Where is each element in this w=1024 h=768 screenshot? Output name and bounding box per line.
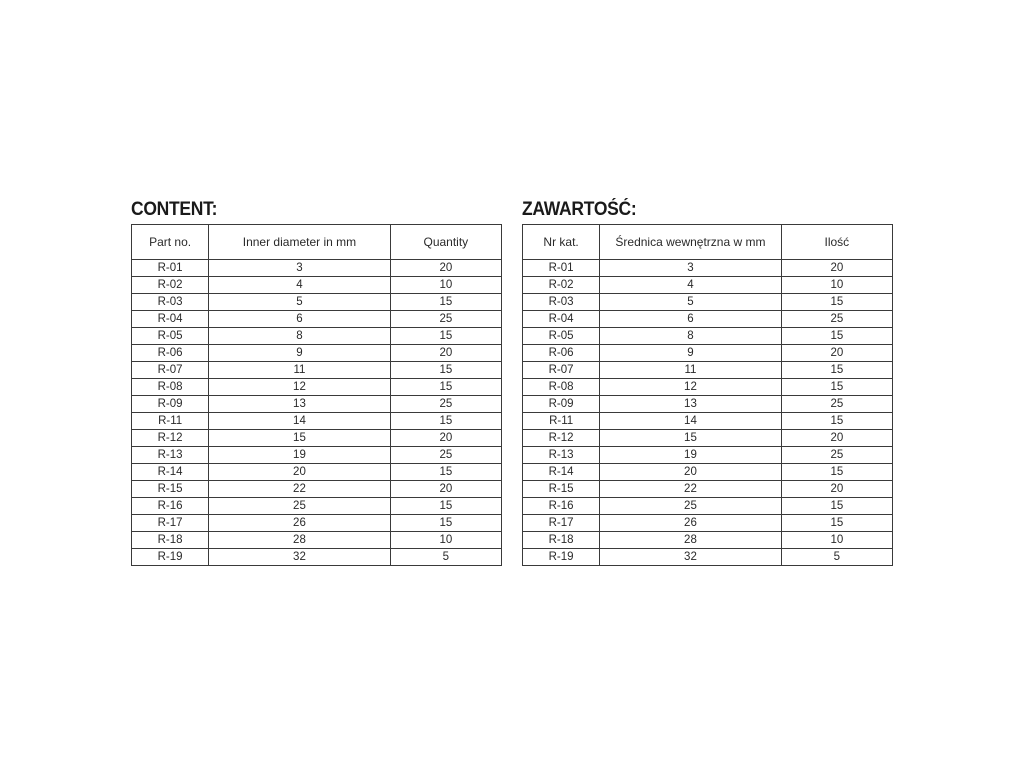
table-row xyxy=(132,430,502,447)
table-row xyxy=(523,328,893,345)
quantity-cell: 15 xyxy=(390,515,501,532)
table-row xyxy=(523,549,893,566)
quantity-cell: 15 xyxy=(390,413,501,430)
part-number-cell: R-05 xyxy=(132,328,209,345)
quantity-cell: 20 xyxy=(390,260,501,277)
inner-diameter-cell: 32 xyxy=(600,549,781,566)
table-row xyxy=(132,311,502,328)
quantity-cell: 25 xyxy=(781,447,892,464)
quantity-cell: 10 xyxy=(781,532,892,549)
inner-diameter-cell: 9 xyxy=(600,345,781,362)
quantity-cell: 20 xyxy=(781,430,892,447)
table-row xyxy=(132,481,502,498)
part-number-cell: R-03 xyxy=(132,294,209,311)
quantity-cell: 20 xyxy=(390,345,501,362)
part-number-cell: R-07 xyxy=(132,362,209,379)
part-number-cell: R-01 xyxy=(523,260,600,277)
quantity-cell: 10 xyxy=(390,532,501,549)
table-row xyxy=(523,532,893,549)
content-table xyxy=(131,224,502,566)
part-number-cell: R-17 xyxy=(132,515,209,532)
quantity-cell: 5 xyxy=(390,549,501,566)
part-number-cell: R-14 xyxy=(523,464,600,481)
inner-diameter-cell: 15 xyxy=(209,430,390,447)
table-row xyxy=(523,430,893,447)
zawartosc-heading: ZAWARTOŚĆ: xyxy=(522,199,637,220)
table-row xyxy=(523,294,893,311)
part-number-cell: R-11 xyxy=(132,413,209,430)
part-number-cell: R-09 xyxy=(523,396,600,413)
inner-diameter-cell: 25 xyxy=(600,498,781,515)
quantity-cell: 25 xyxy=(781,311,892,328)
table-row xyxy=(523,277,893,294)
part-number-cell: R-19 xyxy=(132,549,209,566)
table-header-row xyxy=(523,225,893,260)
quantity-cell: 15 xyxy=(390,379,501,396)
part-number-cell: R-18 xyxy=(523,532,600,549)
column-header-inner-diameter: Inner diameter in mm xyxy=(209,225,390,260)
inner-diameter-cell: 28 xyxy=(600,532,781,549)
table-row xyxy=(523,260,893,277)
inner-diameter-cell: 9 xyxy=(209,345,390,362)
part-number-cell: R-18 xyxy=(132,532,209,549)
table-row xyxy=(523,498,893,515)
table-row xyxy=(132,294,502,311)
inner-diameter-cell: 14 xyxy=(600,413,781,430)
part-number-cell: R-07 xyxy=(523,362,600,379)
table-row xyxy=(132,328,502,345)
quantity-cell: 15 xyxy=(390,464,501,481)
part-number-cell: R-04 xyxy=(132,311,209,328)
inner-diameter-cell: 26 xyxy=(600,515,781,532)
inner-diameter-cell: 22 xyxy=(600,481,781,498)
column-header-srednica: Średnica wewnętrzna w mm xyxy=(600,225,781,260)
part-number-cell: R-04 xyxy=(523,311,600,328)
table-row xyxy=(132,413,502,430)
inner-diameter-cell: 4 xyxy=(600,277,781,294)
inner-diameter-cell: 26 xyxy=(209,515,390,532)
zawartosc-table-body xyxy=(523,260,893,566)
quantity-cell: 10 xyxy=(390,277,501,294)
quantity-cell: 15 xyxy=(781,328,892,345)
quantity-cell: 15 xyxy=(781,464,892,481)
quantity-cell: 15 xyxy=(781,498,892,515)
inner-diameter-cell: 20 xyxy=(209,464,390,481)
table-row xyxy=(132,532,502,549)
part-number-cell: R-08 xyxy=(132,379,209,396)
quantity-cell: 20 xyxy=(390,430,501,447)
inner-diameter-cell: 25 xyxy=(209,498,390,515)
inner-diameter-cell: 12 xyxy=(209,379,390,396)
inner-diameter-cell: 6 xyxy=(600,311,781,328)
table-row xyxy=(132,447,502,464)
part-number-cell: R-16 xyxy=(523,498,600,515)
inner-diameter-cell: 19 xyxy=(209,447,390,464)
table-row xyxy=(132,345,502,362)
table-row xyxy=(523,396,893,413)
inner-diameter-cell: 5 xyxy=(209,294,390,311)
table-header-row xyxy=(132,225,502,260)
content-section-polish xyxy=(522,196,893,566)
column-header-part-no: Part no. xyxy=(132,225,209,260)
table-row xyxy=(132,464,502,481)
inner-diameter-cell: 3 xyxy=(600,260,781,277)
quantity-cell: 25 xyxy=(390,396,501,413)
part-number-cell: R-17 xyxy=(523,515,600,532)
quantity-cell: 25 xyxy=(390,311,501,328)
quantity-cell: 5 xyxy=(781,549,892,566)
inner-diameter-cell: 4 xyxy=(209,277,390,294)
part-number-cell: R-15 xyxy=(132,481,209,498)
inner-diameter-cell: 14 xyxy=(209,413,390,430)
part-number-cell: R-12 xyxy=(132,430,209,447)
part-number-cell: R-06 xyxy=(523,345,600,362)
part-number-cell: R-02 xyxy=(132,277,209,294)
part-number-cell: R-15 xyxy=(523,481,600,498)
table-row xyxy=(523,311,893,328)
inner-diameter-cell: 6 xyxy=(209,311,390,328)
table-row xyxy=(132,549,502,566)
part-number-cell: R-06 xyxy=(132,345,209,362)
inner-diameter-cell: 13 xyxy=(600,396,781,413)
inner-diameter-cell: 11 xyxy=(600,362,781,379)
table-row xyxy=(523,464,893,481)
quantity-cell: 15 xyxy=(390,328,501,345)
table-row xyxy=(523,447,893,464)
part-number-cell: R-13 xyxy=(523,447,600,464)
table-row xyxy=(523,515,893,532)
part-number-cell: R-19 xyxy=(523,549,600,566)
part-number-cell: R-05 xyxy=(523,328,600,345)
quantity-cell: 10 xyxy=(781,277,892,294)
inner-diameter-cell: 13 xyxy=(209,396,390,413)
content-heading: CONTENT: xyxy=(131,199,218,220)
column-header-quantity: Quantity xyxy=(390,225,501,260)
inner-diameter-cell: 8 xyxy=(600,328,781,345)
quantity-cell: 25 xyxy=(781,396,892,413)
inner-diameter-cell: 5 xyxy=(600,294,781,311)
quantity-cell: 15 xyxy=(781,413,892,430)
column-header-nr-kat: Nr kat. xyxy=(523,225,600,260)
inner-diameter-cell: 11 xyxy=(209,362,390,379)
part-number-cell: R-16 xyxy=(132,498,209,515)
quantity-cell: 15 xyxy=(781,362,892,379)
table-row xyxy=(132,515,502,532)
inner-diameter-cell: 32 xyxy=(209,549,390,566)
inner-diameter-cell: 19 xyxy=(600,447,781,464)
table-row xyxy=(523,362,893,379)
table-row xyxy=(132,498,502,515)
quantity-cell: 20 xyxy=(781,260,892,277)
inner-diameter-cell: 20 xyxy=(600,464,781,481)
column-header-ilosc: Ilość xyxy=(781,225,892,260)
part-number-cell: R-12 xyxy=(523,430,600,447)
part-number-cell: R-03 xyxy=(523,294,600,311)
quantity-cell: 15 xyxy=(781,515,892,532)
quantity-cell: 15 xyxy=(390,362,501,379)
part-number-cell: R-02 xyxy=(523,277,600,294)
table-row xyxy=(132,362,502,379)
content-table-body xyxy=(132,260,502,566)
quantity-cell: 20 xyxy=(390,481,501,498)
inner-diameter-cell: 12 xyxy=(600,379,781,396)
table-row xyxy=(132,277,502,294)
table-row xyxy=(132,260,502,277)
quantity-cell: 15 xyxy=(390,294,501,311)
inner-diameter-cell: 28 xyxy=(209,532,390,549)
table-row xyxy=(523,413,893,430)
content-section-english xyxy=(131,196,502,566)
zawartosc-table xyxy=(522,224,893,566)
part-number-cell: R-11 xyxy=(523,413,600,430)
table-row xyxy=(523,379,893,396)
part-number-cell: R-09 xyxy=(132,396,209,413)
inner-diameter-cell: 3 xyxy=(209,260,390,277)
quantity-cell: 25 xyxy=(390,447,501,464)
inner-diameter-cell: 22 xyxy=(209,481,390,498)
quantity-cell: 15 xyxy=(781,379,892,396)
table-row xyxy=(132,379,502,396)
quantity-cell: 20 xyxy=(781,481,892,498)
inner-diameter-cell: 15 xyxy=(600,430,781,447)
part-number-cell: R-08 xyxy=(523,379,600,396)
quantity-cell: 15 xyxy=(390,498,501,515)
quantity-cell: 20 xyxy=(781,345,892,362)
table-row xyxy=(523,481,893,498)
part-number-cell: R-14 xyxy=(132,464,209,481)
table-row xyxy=(523,345,893,362)
part-number-cell: R-13 xyxy=(132,447,209,464)
quantity-cell: 15 xyxy=(781,294,892,311)
inner-diameter-cell: 8 xyxy=(209,328,390,345)
part-number-cell: R-01 xyxy=(132,260,209,277)
table-row xyxy=(132,396,502,413)
